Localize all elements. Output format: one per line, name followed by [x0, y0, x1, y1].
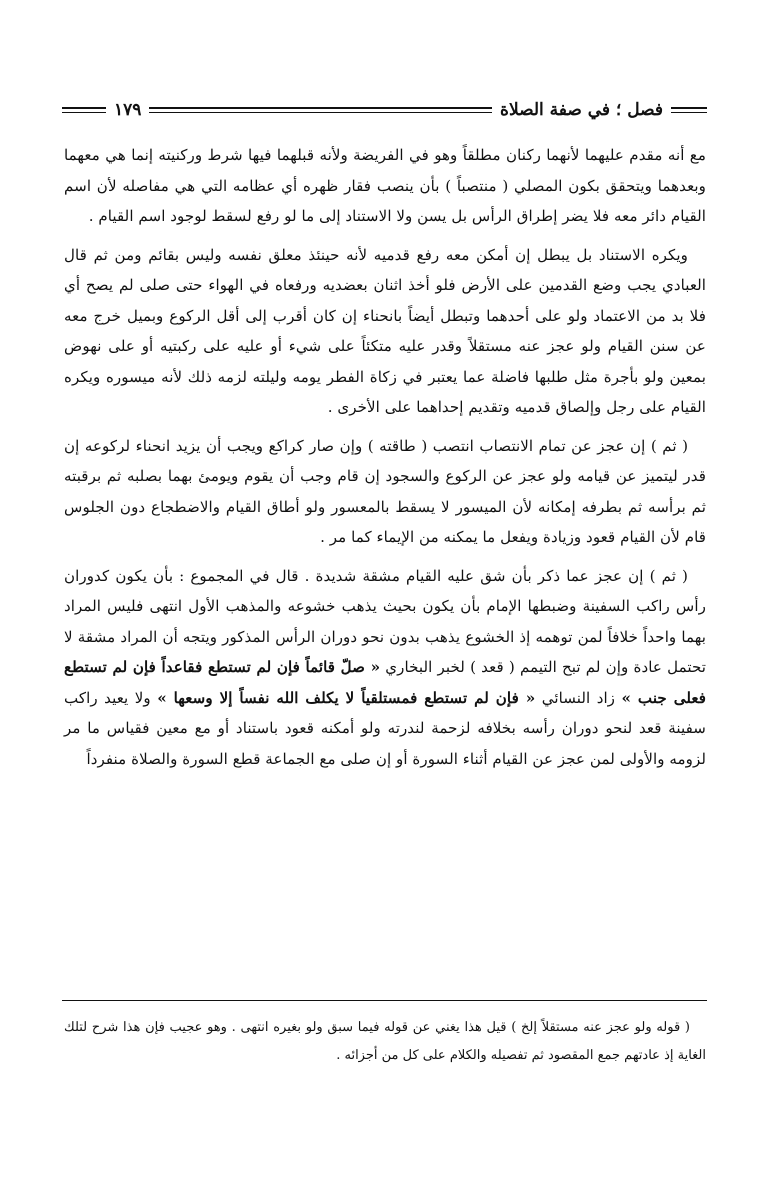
paragraph-text: ( ثم ) إن عجز عما ذكر بأن شق عليه القيام مشقة شديدة . قال في المجموع : بأن يكون كدوران رأس راكب السفينة وضبطها الإمام بأن يكون بحيث يذهب خشوعه والمذهب الأول انتهى فليس المراد بهما واحداً خلافاً لمن توهمه إذ الخشوع يذهب بدون نحو دوران الرأس المذكور ويتجه أن المراد مشقة لا تحتمل عادة وإن لم تبح التيمم ( قعد ) لخبر البخاري	[64, 566, 706, 676]
footnote	[64, 1014, 706, 1070]
paragraph: ( ثم ) إن عجز عن تمام الانتصاب انتصب ( طاقته ) وإن صار كراكع ويجب أن يزيد انحناء لركوعه إن قدر ليتميز عن قيامه ولو عجز عن الركوع والسجود إن قام وجب أن يقوم ويومئ بهما بصلبه ثم برقبته ثم برأسه ثم بطرفه إمكانه لأن الميسور لا يسقط بالمعسور ولو أطاق القيام والاضطجاع دون الجلوس قام لأن القيام قعود وزيادة ويفعل ما يمكنه من الإيماء كما مر .	[64, 436, 706, 546]
paragraph: مع أنه مقدم عليهما لأنهما ركنان مطلقاً وهو في الفريضة ولأنه قبلهما فيها شرط وركنيته إنما هي معهما وبعدهما ويتحقق بكون المصلي ( منتصباً ) بأن ينصب فقار ظهره أي عظامه التي هي مفاصله لأن اسم القيام دائر معه فلا يضر إطراق الرأس بل يسن ولا الاستناد إلى ما لو رفع لسقط لوجود اسم القيام .	[64, 146, 706, 225]
hadith-quote: « فإن لم تستطع فمستلقياً لا يكلف الله نفساً إلا وسعها »	[157, 688, 536, 707]
footnote-text: ( قوله ولو عجز عنه مستقلاً إلخ ) قيل هذا يغني عن قوله فيما سبق ولو بغيره انتهى . وهو عجيب فإن هذا شرح لتلك الغاية إذ عادتهم جمع المقصود ثم تفصيله والكلام على كل من أجزائه .	[64, 1020, 706, 1063]
running-header	[62, 96, 707, 124]
footnote-divider	[62, 1000, 707, 1001]
header-rule-right	[671, 107, 707, 113]
paragraph: ويكره الاستناد بل يبطل إن أمكن معه رفع قدميه لأنه حينئذ معلق نفسه وليس بقائم ومن ثم قال العبادي يجب وضع القدمين على الأرض فلو أخذ اثنان بعضديه ورفعاه في الهواء حتى صلى لم يصح أي فلا بد من الاعتماد ولو على أحدهما وتبطل أيضاً بانحناء إن كان أقرب إلى أقل الركوع وبميل خرج معه عن سنن القيام ولو عجز عنه مستقلاً وقدر عليه متكئاً على شيء أو عليه على ركبتيه أو على نهوض بمعين ولو بأجرة مثل طلبها فاضلة عما يعتبر في زكاة الفطر يومه وليلته لزمه ذلك لأنه ميسوره ويكره القيام على رجل وإلصاق قدميه وتقديم إحداهما على الأخرى .	[64, 245, 706, 416]
paragraph-text: ولا يعيد راكب سفينة قعد لنحو دوران رأسه بخلافه لزحمة لندرته ولو أمكنه قعود باستناد أو مع معين فقياس ما مر لزومه والأولى لمن عجز عن القيام أثناء السورة أو إن صلى مع الجماعة قطع السورة والصلاة منفرداً	[64, 688, 706, 768]
page-number: ١٧٩	[114, 100, 142, 120]
chapter-title: فصل ؛ في صفة الصلاة	[500, 100, 663, 120]
paragraph-text: زاد النسائي	[541, 688, 616, 707]
main-text	[64, 140, 706, 782]
header-rule-center	[149, 107, 492, 113]
paragraph	[64, 561, 706, 775]
header-rule-left	[62, 107, 106, 113]
hadith-quote: « صلّ قائماً فإن لم تستطع فقاعداً فإن لم تستطع فعلى جنب »	[64, 658, 707, 707]
